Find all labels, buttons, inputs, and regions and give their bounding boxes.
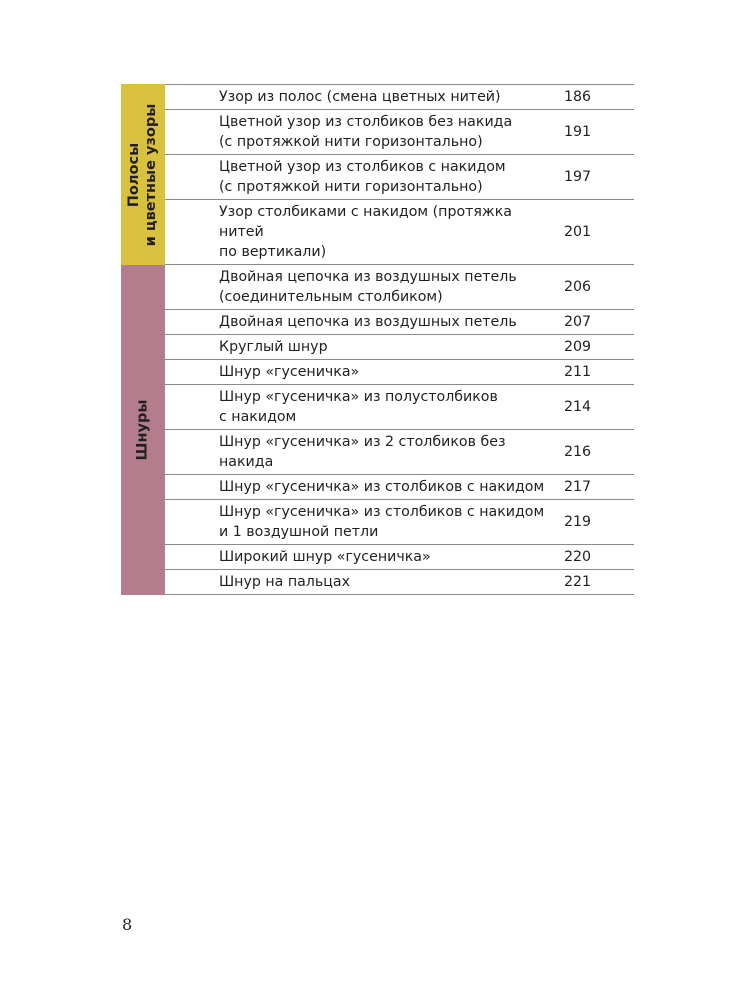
entry-title-line: Узор из полос (смена цветных нитей) bbox=[219, 89, 501, 105]
entry-title-line: Двойная цепочка из воздушных петель bbox=[219, 269, 517, 285]
toc-rows bbox=[165, 265, 634, 595]
entry-title-line: Шнур «гусеничка» из 2 столбиков без накида bbox=[219, 434, 506, 470]
entry-title-line: Узор столбиками с накидом (протяжка нитей bbox=[219, 204, 512, 240]
entry-page-number: 197 bbox=[564, 169, 592, 185]
entry-page-number: 220 bbox=[564, 549, 592, 565]
entry-title bbox=[219, 572, 561, 592]
section-label bbox=[135, 400, 152, 461]
toc-entry[interactable] bbox=[165, 570, 634, 595]
toc-section bbox=[121, 265, 634, 595]
entry-page-number: 214 bbox=[564, 399, 592, 415]
toc-entry[interactable] bbox=[165, 110, 634, 155]
entry-title-line: Шнур на пальцах bbox=[219, 574, 350, 590]
entry-page-number: 206 bbox=[564, 279, 592, 295]
entry-title-line: Круглый шнур bbox=[219, 339, 328, 355]
page-number: 8 bbox=[122, 915, 133, 934]
entry-title bbox=[219, 477, 561, 497]
section-band bbox=[121, 265, 165, 595]
toc-entry[interactable] bbox=[165, 500, 634, 545]
entry-title-line: Широкий шнур «гусеничка» bbox=[219, 549, 431, 565]
entry-page-number: 221 bbox=[564, 574, 592, 590]
entry-page-number: 191 bbox=[564, 124, 592, 140]
entry-title bbox=[219, 432, 561, 472]
entry-title-line: с накидом bbox=[219, 409, 297, 425]
entry-title-line: (соединительным столбиком) bbox=[219, 289, 443, 305]
toc-entry[interactable] bbox=[165, 475, 634, 500]
entry-title-line: (с протяжкой нити горизонтально) bbox=[219, 134, 483, 150]
section-label bbox=[126, 103, 160, 246]
toc-rows bbox=[165, 84, 634, 265]
entry-title bbox=[219, 157, 561, 197]
entry-page-number: 217 bbox=[564, 479, 592, 495]
toc-entry[interactable] bbox=[165, 84, 634, 110]
entry-title-line: Шнур «гусеничка» из столбиков с накидом bbox=[219, 479, 545, 495]
entry-page-number: 219 bbox=[564, 514, 592, 530]
entry-title bbox=[219, 387, 561, 427]
toc-entry[interactable] bbox=[165, 310, 634, 335]
toc-entry[interactable] bbox=[165, 200, 634, 265]
entry-title bbox=[219, 267, 561, 307]
section-label-line: и цветные узоры bbox=[143, 103, 159, 246]
entry-title-line: (с протяжкой нити горизонтально) bbox=[219, 179, 483, 195]
entry-title-line: Шнур «гусеничка» из столбиков с накидом bbox=[219, 504, 545, 520]
entry-page-number: 201 bbox=[564, 224, 592, 240]
entry-page-number: 216 bbox=[564, 444, 592, 460]
entry-title-line: Шнур «гусеничка» bbox=[219, 364, 360, 380]
toc-entry[interactable] bbox=[165, 385, 634, 430]
entry-page-number: 211 bbox=[564, 364, 592, 380]
toc-entry[interactable] bbox=[165, 155, 634, 200]
toc-entry[interactable] bbox=[165, 430, 634, 475]
section-band bbox=[121, 84, 165, 265]
entry-title-line: Двойная цепочка из воздушных петель bbox=[219, 314, 517, 330]
toc-entry[interactable] bbox=[165, 335, 634, 360]
table-of-contents bbox=[121, 84, 634, 595]
section-label-line: Полосы bbox=[126, 142, 142, 207]
entry-title bbox=[219, 547, 561, 567]
entry-title bbox=[219, 362, 561, 382]
section-label-line: Шнуры bbox=[134, 399, 151, 461]
toc-entry[interactable] bbox=[165, 545, 634, 570]
toc-entry[interactable] bbox=[165, 360, 634, 385]
entry-title-line: по вертикали) bbox=[219, 244, 327, 260]
entry-title-line: Цветной узор из столбиков с накидом bbox=[219, 159, 506, 175]
entry-title bbox=[219, 112, 561, 152]
entry-page-number: 207 bbox=[564, 314, 592, 330]
entry-title bbox=[219, 337, 561, 357]
entry-title-line: и 1 воздушной петли bbox=[219, 524, 379, 540]
entry-title bbox=[219, 87, 561, 107]
toc-section bbox=[121, 84, 634, 265]
entry-title bbox=[219, 202, 561, 262]
entry-title-line: Шнур «гусеничка» из полустолбиков bbox=[219, 389, 498, 405]
entry-page-number: 209 bbox=[564, 339, 592, 355]
entry-title bbox=[219, 502, 561, 542]
entry-title-line: Цветной узор из столбиков без накида bbox=[219, 114, 513, 130]
entry-page-number: 186 bbox=[564, 89, 592, 105]
entry-title bbox=[219, 312, 561, 332]
toc-entry[interactable] bbox=[165, 265, 634, 310]
